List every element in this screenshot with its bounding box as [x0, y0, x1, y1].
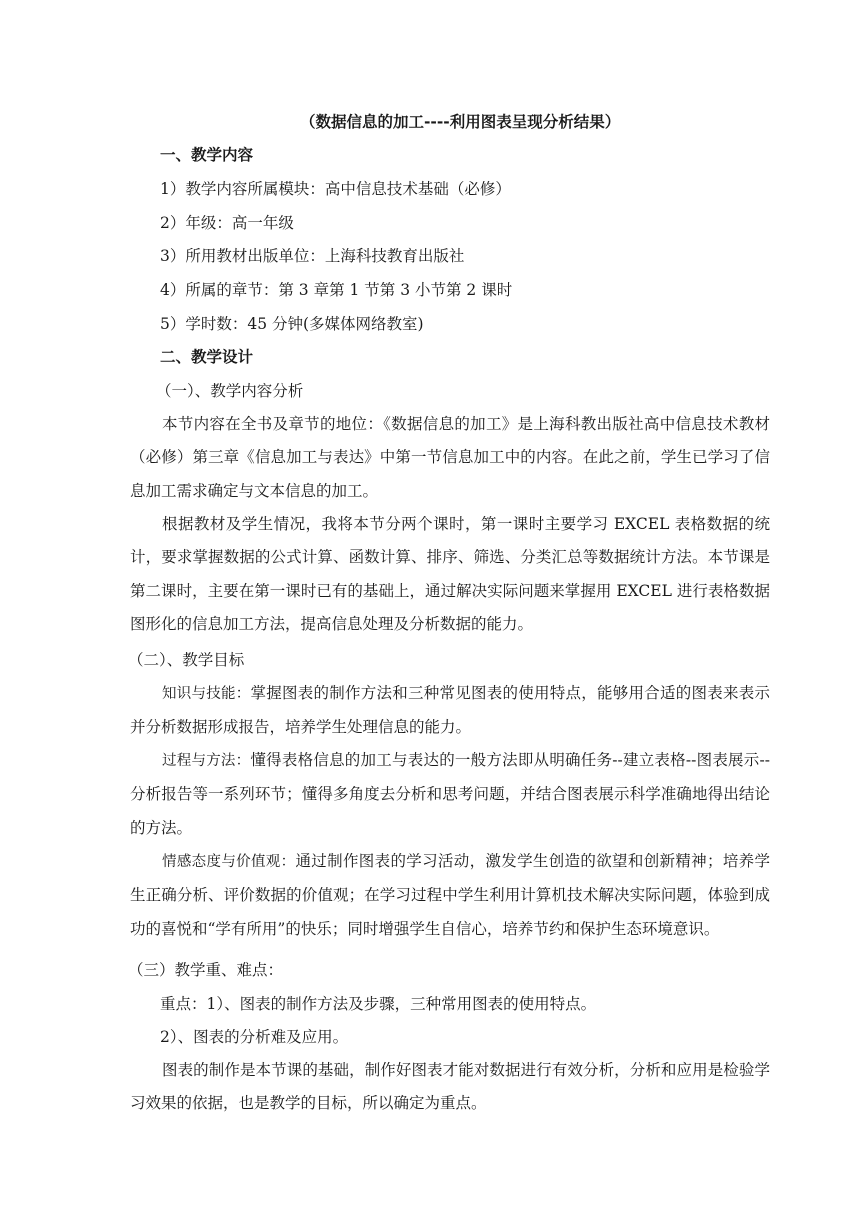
- goal-label-attitude: 情感态度与价值观：: [162, 854, 296, 870]
- key-point-2: 2）、图表的分析难及应用。: [160, 1028, 349, 1046]
- paragraph-goal-attitude: [130, 845, 770, 946]
- key-point-1: 重点：1）、图表的制作方法及步骤，三种常用图表的使用特点。: [160, 995, 597, 1013]
- content-item-module: 1）教学内容所属模块：高中信息技术基础（必修）: [160, 180, 511, 198]
- goal-text-process: 懂得表格信息的加工与表达的一般方法即从明确任务--建立表格--图表展示--分析报告等一系列环节；懂得多角度去分析和思考问题，并结合图表展示科学准确地得出结论的方法。: [130, 751, 771, 837]
- paragraph-goal-process: [130, 744, 770, 845]
- goal-text-attitude: 通过制作图表的学习活动，激发学生创造的欲望和创新精神；培养学生正确分析、评价数据的价值观；在学习过程中学生利用计算机技术解决实际问题，体验到成功的喜悦和“学有所用”的快乐；同时增强学生自信心，培养节约和保护生态环境意识。: [130, 852, 770, 938]
- content-item-chapter: 4）所属的章节：第 3 章第 1 节第 3 小节第 2 课时: [160, 281, 513, 299]
- goal-text-knowledge: 掌握图表的制作方法和三种常见图表的使用特点，能够用合适的图表来表示并分析数据形成报告，培养学生处理信息的能力。: [130, 684, 770, 737]
- content-item-grade: 2）年级：高一年级: [160, 214, 294, 232]
- goal-label-process: 过程与方法：: [162, 753, 251, 769]
- paragraph-key-reasoning: 图表的制作是本节课的基础，制作好图表才能对数据进行有效分析，分析和应用是检验学习效果的依据，也是教学的目标，所以确定为重点。: [130, 1061, 770, 1113]
- paragraph-content-position: 本节内容在全书及章节的地位：《数据信息的加工》是上海科教出版社高中信息技术教材（必修）第三章《信息加工与表达》中第一节信息加工中的内容。在此之前，学生已学习了信息加工需求确定与文本信息的加工。: [130, 415, 770, 500]
- subsection-heading-key-points: （三）教学重、难点：: [128, 961, 284, 979]
- content-item-publisher: 3）所用教材出版单位：上海科技教育出版社: [160, 247, 465, 265]
- section-heading-teaching-content: 一、教学内容: [160, 146, 254, 164]
- document-title: （数据信息的加工----利用图表呈现分析结果）: [300, 113, 621, 131]
- subsection-heading-content-analysis: （一）、教学内容分析: [156, 382, 304, 400]
- paragraph-lesson-plan: 根据教材及学生情况，我将本节分两个课时，第一课时主要学习 EXCEL 表格数据的统计，要求掌握数据的公式计算、函数计算、排序、筛选、分类汇总等数据统计方法。本节课是第二课时，主要在第一课时已有的基础上，通过解决实际问题来掌握用 EXCEL 进行表格数据图形化的信息加工方法，提高信息处理及分析数据的能力。: [130, 515, 770, 633]
- goal-label-knowledge: 知识与技能：: [162, 686, 251, 702]
- content-item-hours: 5）学时数：45 分钟(多媒体网络教室): [160, 315, 424, 333]
- subsection-heading-goals: （二）、教学目标: [128, 651, 245, 669]
- section-heading-teaching-design: 二、教学设计: [160, 348, 254, 366]
- paragraph-goal-knowledge: [130, 677, 770, 745]
